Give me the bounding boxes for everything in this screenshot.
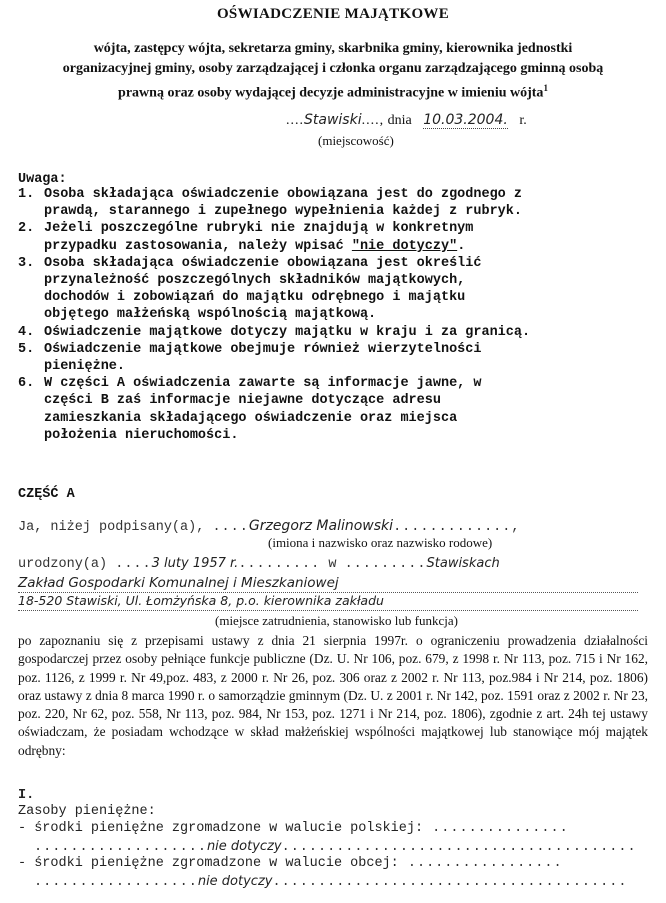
born-date-handwritten: 3 luty 1957 r. [151, 556, 239, 571]
uwaga-title: Uwaga: [18, 172, 67, 187]
footnote-mark: 1 [543, 83, 548, 93]
uwaga-list [18, 186, 648, 444]
signer-name-handwritten: Grzegorz Malinowski [248, 518, 394, 534]
born-in-label: w [328, 557, 337, 572]
employer-line-2: 18-520 Stawiski, Ul. Łomżyńska 8, p.o. kierownika zakładu [18, 592, 638, 611]
pln-value-line: ...................nie dotyczy....................................... [34, 839, 637, 855]
born-line: urodzony(a) ....3 luty 1957 r.......... w .........Stawiskach [18, 556, 500, 572]
declaration-paragraph: po zapoznaniu się z przepisami ustawy z dnia 21 sierpnia 1997r. o ograniczeniu prowadzenia działalności gospodarczej przez osoby pełniące funkcje publiczne (Dz. U. Nr 106, poz. 679, z 1998 r. Nr 113, poz. 715 i Nr 162, poz. 1126, z 1999 r. Nr 49,poz. 483, z 2000 r. Nr 26, poz. 306 oraz z 2002 r. Nr 113, poz.984 i Nr 214, poz. 1806) oraz ustawy z dnia 8 marca 1990 r. o samorządzie gminnym (Dz. U. z 2001 r. Nr 142, poz. 1591 oraz z 2002 r. Nr 23, poz. 220, Nr 62, poz. 558, Nr 113, poz. 984, Nr 153, poz. 1271 i Nr 214, poz. 1806), zgodnie z art. 24h tej ustawy oświadczam, że posiadam wchodzące w skład małżeńskiej wspólności majątkowej lub stanowiące mój majątek odrębny: [18, 633, 648, 758]
subtitle-line-2: organizacyjnej gminy, osoby zarządzającej i członka organu zarządzającego gminną osobą [62, 61, 604, 76]
section-number: I. [18, 788, 35, 803]
resources-label: Zasoby pieniężne: [18, 804, 156, 819]
list-item: 6. W części A oświadczenia zawarte są informacje jawne, w części B zaś informacje niejawne dotyczące adresu zamieszkania składającego oświadczenie oraz miejsca położenia nieruchomości. [18, 376, 482, 443]
fx-value-handwritten: nie dotyczy [197, 874, 273, 889]
list-item: 1. Osoba składająca oświadczenie obowiązana jest do zgodnego z prawdą, starannego i zupełnego wypełnienia każdej z rubryk. [18, 187, 522, 220]
list-item: 3. Osoba składająca oświadczenie obowiązana jest określić przynależność poszczególnych składników majątkowych, dochodów i zobowiązań do majątku odrębnego i majątku objętego małżeńską wspólnością majątkową. [18, 255, 482, 323]
part-a-title: CZĘŚĆ A [18, 487, 75, 502]
place-date-line: ....Stawiski...., dnia 10.03.2004. r. [286, 112, 527, 128]
signer-label: Ja, niżej podpisany(a), [18, 520, 205, 535]
subtitle-line-1: wójta, zastępcy wójta, sekretarza gminy, skarbnika gminy, kierownika jednostki [93, 41, 573, 56]
list-item: 2. Jeżeli poszczególne rubryki nie znajdują w konkretnym przypadku zastosowania, należy wpisać "nie dotyczy". [18, 221, 474, 254]
signer-line: Ja, niżej podpisany(a), ....Grzegorz Malinowski............., [18, 518, 521, 535]
fx-value-line: ..................nie dotyczy....................................... [34, 874, 628, 890]
document-title: OŚWIADCZENIE MAJĄTKOWE [216, 6, 450, 22]
date-handwritten: 10.03.2004. [423, 112, 508, 128]
pln-label-line: - środki pieniężne zgromadzone w walucie polskiej: ............... [18, 821, 569, 836]
pln-value-handwritten: nie dotyczy [206, 839, 282, 854]
dnia-label: dnia [387, 113, 412, 128]
employer-caption: (miejsce zatrudnienia, stanowisko lub funkcja) [215, 613, 458, 628]
nie-dotyczy-underlined: "nie dotyczy" [351, 238, 458, 254]
list-item: 5. Oświadczenie majątkowe obejmuje również wierzytelności pieniężne. [18, 341, 482, 375]
place-caption: (miejscowość) [318, 133, 394, 148]
born-label: urodzony(a) [18, 557, 108, 572]
r-label: r. [519, 113, 527, 128]
subtitle-line-3: prawną oraz osoby wydającej decyzje administracyjne w imieniu wójta$^1$ [118, 83, 548, 101]
name-caption: (imiona i nazwisko oraz nazwisko rodowe) [268, 535, 493, 550]
born-place-handwritten: Stawiskach [426, 556, 500, 571]
employer-line-1: Zakład Gospodarki Komunalnej i Mieszkaniowej [18, 574, 638, 593]
fx-label-line: - środki pieniężne zgromadzone w walucie obcej: ................. [18, 856, 563, 871]
list-item: 4. Oświadczenie majątkowe dotyczy majątku w kraju i za granicą. [18, 324, 531, 340]
place-handwritten: Stawiski [304, 112, 362, 128]
